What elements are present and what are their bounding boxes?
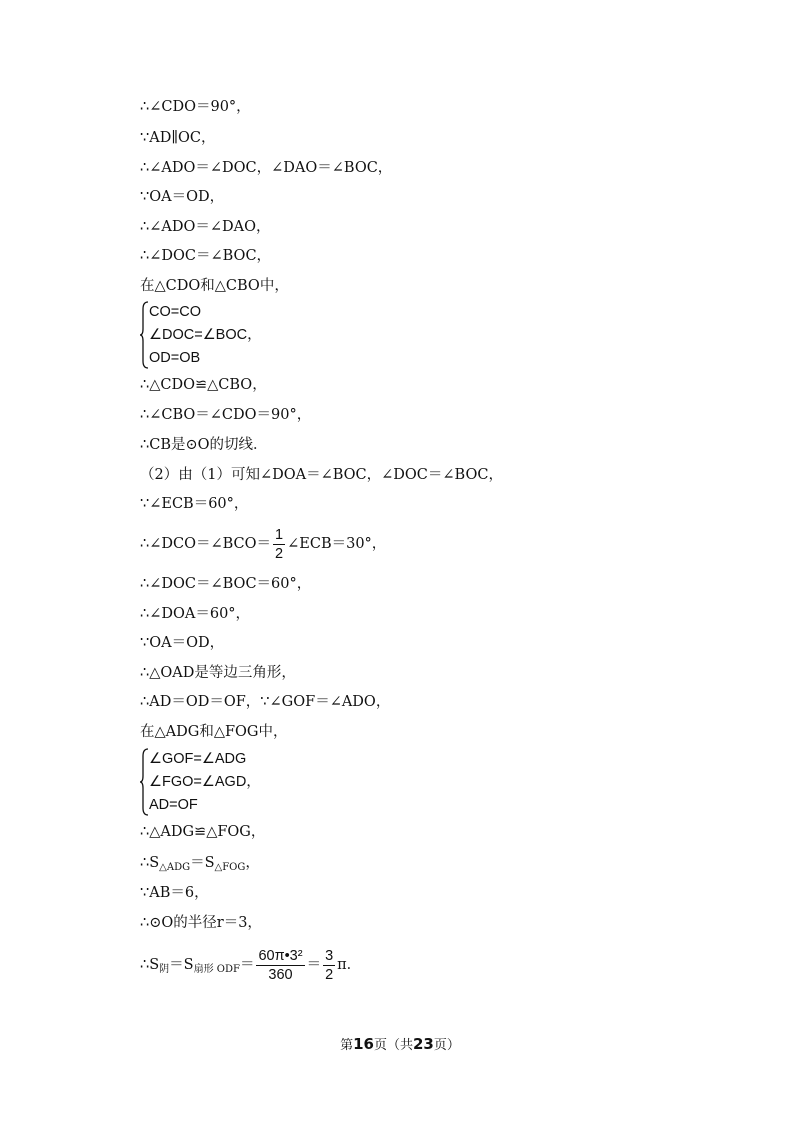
text-part: ∴S (140, 957, 160, 973)
step-line: ∴∠DOA＝60°， (140, 606, 251, 622)
system-row: CO=CO (149, 304, 201, 320)
total-pages: 23 (413, 1035, 434, 1053)
step-line-with-fraction (140, 525, 386, 563)
step-line: 在△ADG和△FOG中， (140, 724, 288, 740)
system-row: ∠FGO=∠AGD， (149, 774, 261, 790)
footer-text: 页（共 (373, 1038, 413, 1053)
step-line: ∵OA＝OD， (140, 189, 225, 205)
page-footer (0, 1034, 800, 1053)
footer-text: 第 (340, 1038, 354, 1053)
system-row: AD=OF (149, 797, 198, 813)
system-row: ∠GOF=∠ADG (149, 751, 247, 767)
step-line: ∵OA＝OD， (140, 635, 225, 651)
text-part: ＝S (190, 855, 215, 871)
fraction-denominator: 360 (268, 966, 293, 983)
step-line: ∴AD＝OD＝OF，∵∠GOF＝∠ADO， (140, 694, 391, 710)
subscript: △FOG (214, 862, 246, 873)
step-line: ∴∠CBO＝∠CDO＝90°， (140, 407, 312, 423)
text-part: ＝ (306, 957, 322, 973)
fraction-numerator: 60π•3² (258, 947, 303, 964)
text-part: ， (245, 855, 260, 871)
text-part: ∴∠DCO＝∠BCO＝ (140, 536, 272, 552)
step-line: ∴⊙O的半径r＝3， (140, 915, 262, 931)
step-line: ∴∠ADO＝∠DAO， (140, 219, 271, 235)
step-line: ∴∠ADO＝∠DOC，∠DAO＝∠BOC， (140, 160, 393, 176)
text-part: ＝S (169, 957, 194, 973)
fraction-denominator: 2 (325, 966, 334, 983)
fraction-half (273, 526, 285, 563)
system-row: ∠DOC=∠BOC， (149, 327, 262, 343)
step-line: ∴∠DOC＝∠BOC， (140, 248, 272, 264)
fraction-three-halves (323, 947, 335, 984)
step-line: ∵AD∥OC， (140, 130, 216, 146)
text-part: ∴S (140, 855, 160, 871)
step-line: ∵AB＝6， (140, 885, 209, 901)
step-line-area-equality (140, 853, 260, 878)
fraction-numerator: 1 (275, 526, 284, 543)
step-line: ∴△OAD是等边三角形， (140, 665, 296, 681)
text-part: ∠ECB＝30°， (287, 536, 387, 552)
text-part: π． (337, 957, 362, 973)
footer-text: 页） (433, 1038, 460, 1053)
step-line: 在△CDO和△CBO中， (140, 278, 289, 294)
page-number: 16 (353, 1035, 374, 1053)
step-line: ∴∠DOC＝∠BOC＝60°， (140, 576, 312, 592)
fraction-denominator: 2 (275, 545, 284, 562)
text-part: ＝ (239, 957, 255, 973)
step-line-final-area (140, 945, 361, 990)
fraction-numerator: 3 (325, 947, 334, 964)
subscript: 阴 (159, 964, 170, 975)
equation-system-1 (140, 301, 280, 371)
step-line: ∴△CDO≌△CBO， (140, 377, 267, 393)
step-line: ∴△ADG≌△FOG， (140, 824, 266, 840)
system-row: OD=OB (149, 350, 201, 366)
step-line: ∴∠CDO＝90°， (140, 99, 251, 115)
fraction-sector-area (256, 947, 304, 984)
equation-system-2 (140, 748, 280, 818)
step-line: ∴CB是⊙O的切线． (140, 437, 268, 453)
step-line: ∵∠ECB＝60°， (140, 496, 249, 512)
step-line: （2）由（1）可知∠DOA＝∠BOC，∠DOC＝∠BOC， (140, 467, 503, 483)
subscript: 扇形 ODF (193, 964, 240, 975)
subscript: △ADG (159, 862, 191, 873)
